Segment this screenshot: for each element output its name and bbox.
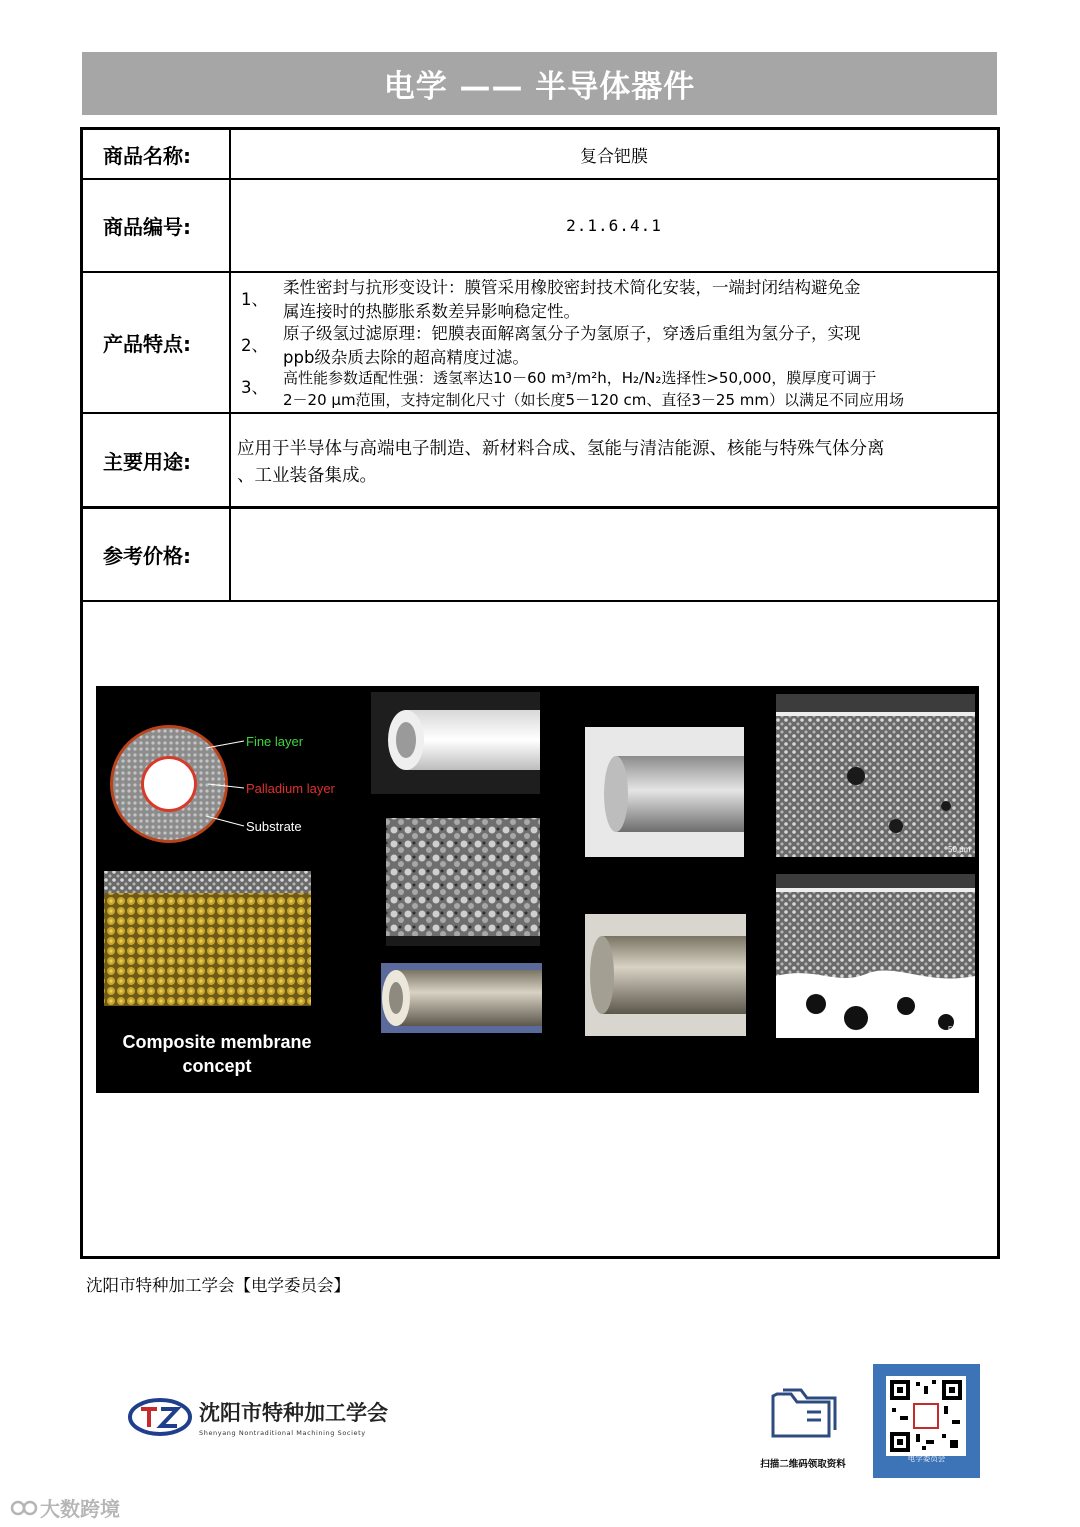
product-code-label: 商品编号: bbox=[83, 180, 231, 271]
micrograph-bottom bbox=[776, 874, 975, 1038]
collage-graphic bbox=[96, 686, 979, 1093]
price-label: 参考价格: bbox=[83, 509, 231, 600]
watermark-text: 大数跨境 bbox=[40, 1497, 120, 1521]
folder-icon bbox=[767, 1382, 839, 1442]
price-value bbox=[231, 509, 997, 600]
banner-title: 电学 —— 半导体器件 bbox=[383, 69, 696, 105]
watermark-logo-icon bbox=[10, 1498, 40, 1518]
features-label: 产品特点: bbox=[83, 273, 231, 412]
qr-code-icon bbox=[886, 1376, 966, 1456]
sem-surface-photo bbox=[386, 818, 540, 946]
row-product-name bbox=[83, 130, 997, 180]
product-name-label: 商品名称: bbox=[83, 130, 231, 178]
fine-layer-label: Fine layer bbox=[246, 734, 304, 749]
tube-end-photo bbox=[381, 963, 542, 1033]
row-product-code bbox=[83, 180, 997, 273]
scale-bar-1: 50 μm bbox=[948, 845, 971, 854]
logo-name-en: Shenyang Nontraditional Machining Society bbox=[199, 1429, 366, 1437]
ceramic-tube-photo bbox=[371, 692, 540, 794]
product-code-value: 2.1.6.4.1 bbox=[566, 216, 662, 235]
tz-logo-icon bbox=[127, 1397, 193, 1437]
logo-name-cn: 沈阳市特种加工学会 bbox=[199, 1401, 388, 1425]
scan-qr-caption: 扫描二维码领取资料 bbox=[760, 1459, 846, 1470]
usage-label: 主要用途: bbox=[83, 414, 231, 506]
substrate-label: Substrate bbox=[246, 819, 302, 834]
scale-bar-2: 50 μm bbox=[948, 1025, 971, 1034]
composite-caption-line1: Composite membrane bbox=[122, 1032, 312, 1052]
usage-text: 应用于半导体与高端电子制造、新材料合成、氢能与清洁能源、核能与特殊气体分离 、工业装备集成。 bbox=[237, 439, 885, 486]
qr-caption: 电学委员会 bbox=[907, 1454, 946, 1463]
society-committee-label: 沈阳市特种加工学会【电学委员会】 bbox=[86, 1276, 350, 1295]
lattice-illustration bbox=[104, 871, 311, 1006]
feature-item-3: 3、 高性能参数适配性强：透氢率达10－60 m³/m²h，H₂/N₂选择性>50,000，膜厚度可调于 2－20 μm范围，支持定制化尺寸（如长度5－120 cm、直径3－25 mm）以满足不同应用场 bbox=[241, 369, 904, 409]
row-usage bbox=[83, 414, 997, 508]
product-name-value: 复合钯膜 bbox=[580, 146, 648, 167]
cross-section-diagram bbox=[110, 725, 336, 843]
rough-tube-photo bbox=[585, 914, 746, 1036]
product-table bbox=[80, 127, 1000, 1259]
watermark bbox=[10, 1493, 120, 1522]
qr-code-panel[interactable] bbox=[873, 1364, 980, 1478]
row-price bbox=[83, 508, 997, 602]
society-logo bbox=[127, 1397, 388, 1437]
palladium-tube-photo bbox=[585, 727, 744, 857]
download-info bbox=[755, 1382, 851, 1470]
feature-item-2: 2、 原子级氢过滤原理：钯膜表面解离氢分子为氢原子，穿透后重组为氢分子，实现 ppb级杂质去除的超高精度过滤。 bbox=[241, 324, 861, 367]
composite-caption-line2: concept bbox=[182, 1056, 252, 1076]
qr-code[interactable] bbox=[886, 1376, 966, 1456]
feature-item-1: 1、 柔性密封与抗形变设计：膜管采用橡胶密封技术简化安装，一端封闭结构避免金 属连接时的热膨胀系数差异影响稳定性。 bbox=[241, 278, 861, 321]
page-banner bbox=[82, 52, 997, 115]
micrograph-top bbox=[776, 694, 975, 857]
row-features bbox=[83, 273, 997, 414]
membrane-photo-collage bbox=[96, 686, 979, 1093]
palladium-layer-label: Palladium layer bbox=[246, 781, 335, 796]
